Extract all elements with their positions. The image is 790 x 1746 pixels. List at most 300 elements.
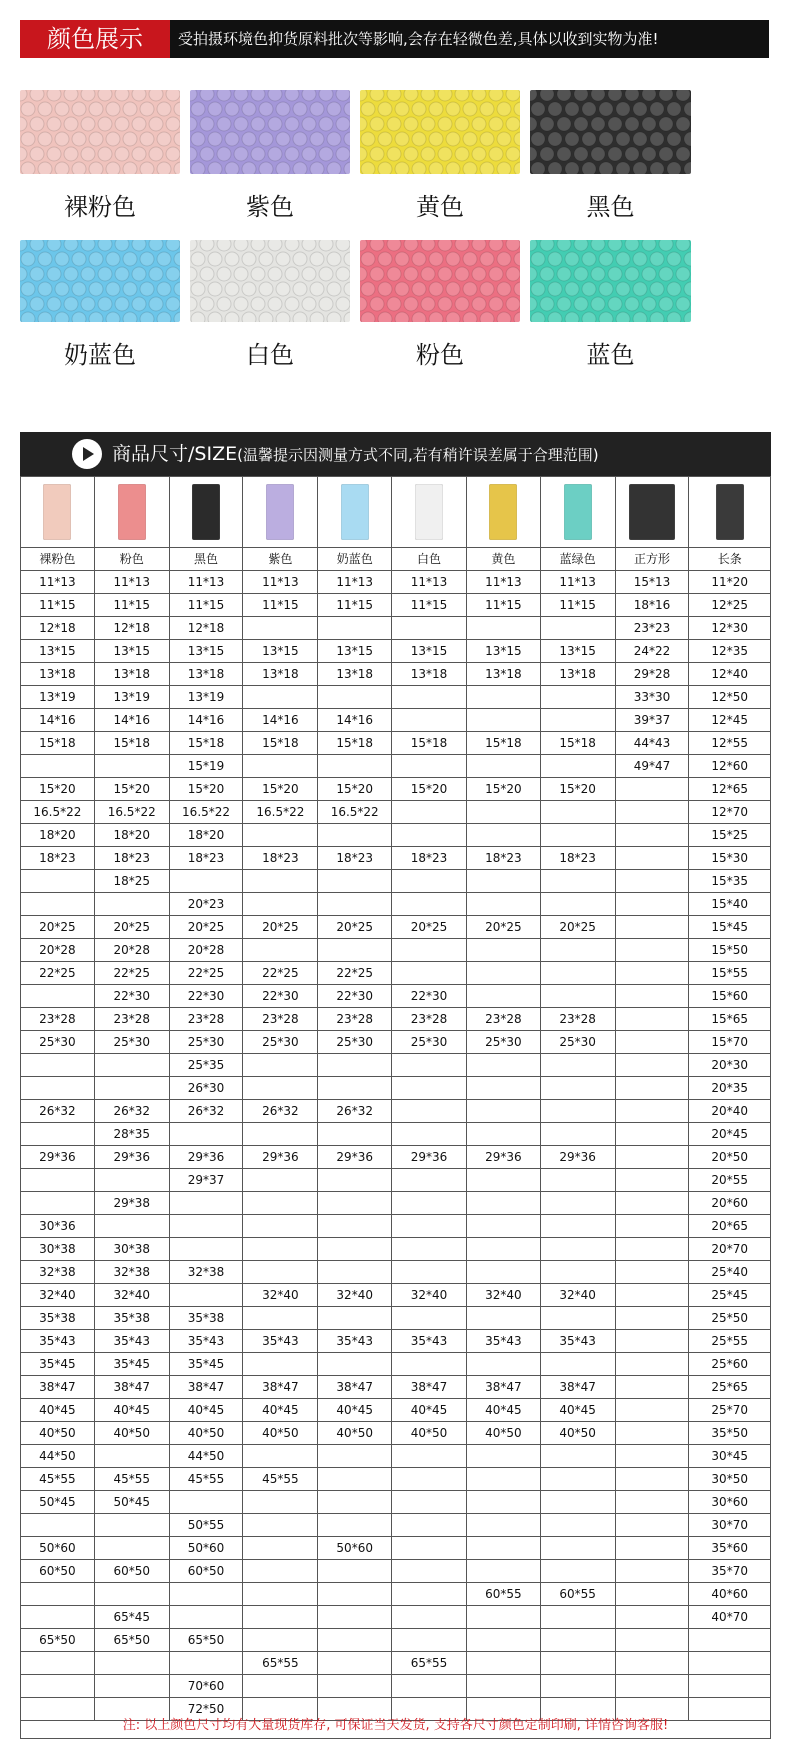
size-row: [21, 1284, 771, 1307]
size-cell: 25*40: [689, 1261, 771, 1284]
size-row: [21, 1583, 771, 1606]
size-cell: [466, 1353, 540, 1376]
size-cell: 65*55: [243, 1652, 318, 1675]
size-cell: 18*20: [94, 824, 169, 847]
size-cell: [318, 1468, 392, 1491]
size-cell: 11*15: [94, 594, 169, 617]
size-cell: 30*70: [689, 1514, 771, 1537]
size-cell: 12*65: [689, 778, 771, 801]
size-cell: [318, 686, 392, 709]
size-cell: 13*15: [21, 640, 95, 663]
size-cell: 35*45: [94, 1353, 169, 1376]
size-cell: [540, 1468, 615, 1491]
size-row: [21, 755, 771, 778]
color-swatch: [20, 240, 180, 322]
size-cell: 23*28: [21, 1008, 95, 1031]
size-cell: [21, 1054, 95, 1077]
size-row: [21, 1468, 771, 1491]
size-cell: 15*18: [392, 732, 467, 755]
size-row: [21, 1307, 771, 1330]
size-row: [21, 962, 771, 985]
mailer-bag-thumbnail: [266, 484, 294, 540]
size-cell: [540, 686, 615, 709]
size-cell: [540, 1123, 615, 1146]
size-cell: 65*55: [392, 1652, 467, 1675]
size-cell: 23*28: [392, 1008, 467, 1031]
color-swatch: [530, 240, 691, 322]
size-cell: [615, 824, 689, 847]
size-row: [21, 1238, 771, 1261]
size-cell: 72*50: [169, 1698, 243, 1721]
product-thumbnail-cell: [540, 477, 615, 548]
column-header: 奶蓝色: [318, 548, 392, 571]
size-cell: 38*47: [392, 1376, 467, 1399]
column-header: 裸粉色: [21, 548, 95, 571]
size-cell: [466, 962, 540, 985]
size-cell: 22*25: [21, 962, 95, 985]
size-row: [21, 1077, 771, 1100]
size-cell: 15*18: [94, 732, 169, 755]
product-thumbnail-cell: [169, 477, 243, 548]
size-table-header: [20, 432, 771, 476]
size-cell: 15*60: [689, 985, 771, 1008]
size-cell: 35*43: [318, 1330, 392, 1353]
size-cell: 13*15: [540, 640, 615, 663]
size-cell: [21, 1077, 95, 1100]
size-row: [21, 1652, 771, 1675]
size-cell: [243, 1169, 318, 1192]
size-cell: [318, 1307, 392, 1330]
size-cell: [615, 1422, 689, 1445]
size-cell: 35*43: [94, 1330, 169, 1353]
size-cell: 44*50: [169, 1445, 243, 1468]
size-cell: 25*60: [689, 1353, 771, 1376]
size-row: [21, 1445, 771, 1468]
color-swatch-label: 裸粉色: [64, 193, 136, 221]
size-cell: 49*47: [615, 755, 689, 778]
size-cell: [615, 1376, 689, 1399]
size-cell: 29*28: [615, 663, 689, 686]
size-cell: 15*18: [466, 732, 540, 755]
size-cell: 70*60: [169, 1675, 243, 1698]
size-cell: 40*50: [21, 1422, 95, 1445]
size-cell: [243, 1353, 318, 1376]
size-cell: 29*36: [243, 1146, 318, 1169]
size-cell: 18*16: [615, 594, 689, 617]
size-cell: 22*30: [94, 985, 169, 1008]
size-cell: [94, 1077, 169, 1100]
size-cell: [540, 985, 615, 1008]
size-cell: [466, 755, 540, 778]
size-row: [21, 1261, 771, 1284]
size-cell: 20*40: [689, 1100, 771, 1123]
column-header: 蓝绿色: [540, 548, 615, 571]
color-difference-notice: 受拍摄环境色抑货原料批次等影响,会存在轻微色差,具体以收到实物为准!: [170, 20, 769, 58]
size-cell: 35*60: [689, 1537, 771, 1560]
size-cell: 20*25: [169, 916, 243, 939]
size-cell: [615, 893, 689, 916]
size-cell: [318, 1261, 392, 1284]
size-cell: 22*30: [318, 985, 392, 1008]
size-cell: 11*20: [689, 571, 771, 594]
size-cell: 38*47: [318, 1376, 392, 1399]
size-cell: [21, 1583, 95, 1606]
color-swatch: [530, 90, 691, 174]
size-cell: 25*30: [540, 1031, 615, 1054]
size-cell: 24*22: [615, 640, 689, 663]
size-cell: [21, 1123, 95, 1146]
size-cell: [392, 939, 467, 962]
size-cell: [615, 1675, 689, 1698]
size-cell: [615, 1146, 689, 1169]
size-cell: [318, 1238, 392, 1261]
size-cell: [540, 1606, 615, 1629]
size-cell: 35*50: [689, 1422, 771, 1445]
size-cell: [615, 1238, 689, 1261]
size-cell: [318, 1491, 392, 1514]
size-cell: 12*35: [689, 640, 771, 663]
size-cell: 35*45: [21, 1353, 95, 1376]
size-cell: 15*20: [94, 778, 169, 801]
size-cell: 65*50: [169, 1629, 243, 1652]
size-cell: [243, 1560, 318, 1583]
size-cell: 15*13: [615, 571, 689, 594]
size-row: [21, 1192, 771, 1215]
size-cell: 65*50: [94, 1629, 169, 1652]
size-cell: [94, 1514, 169, 1537]
size-cell: [689, 1652, 771, 1675]
size-cell: 50*60: [318, 1537, 392, 1560]
size-cell: 35*38: [21, 1307, 95, 1330]
mailer-bag-thumbnail: [43, 484, 71, 540]
size-cell: 15*20: [169, 778, 243, 801]
size-cell: [243, 1514, 318, 1537]
size-cell: 23*28: [466, 1008, 540, 1031]
size-cell: 60*50: [21, 1560, 95, 1583]
size-row: [21, 1491, 771, 1514]
size-cell: 20*28: [169, 939, 243, 962]
size-cell: 20*25: [540, 916, 615, 939]
size-cell: 15*25: [689, 824, 771, 847]
size-cell: 13*15: [392, 640, 467, 663]
column-header: 粉色: [94, 548, 169, 571]
size-cell: [615, 801, 689, 824]
size-cell: 13*19: [21, 686, 95, 709]
size-cell: [615, 1100, 689, 1123]
size-cell: 14*16: [169, 709, 243, 732]
size-cell: 11*15: [318, 594, 392, 617]
size-cell: 11*15: [21, 594, 95, 617]
size-cell: 13*18: [540, 663, 615, 686]
size-cell: [243, 1537, 318, 1560]
size-cell: 11*15: [466, 594, 540, 617]
size-cell: 20*70: [689, 1238, 771, 1261]
size-cell: 11*13: [169, 571, 243, 594]
size-cell: [243, 1238, 318, 1261]
size-cell: 35*43: [243, 1330, 318, 1353]
size-cell: [466, 1629, 540, 1652]
size-cell: 26*32: [243, 1100, 318, 1123]
size-cell: 29*36: [169, 1146, 243, 1169]
size-cell: 11*13: [94, 571, 169, 594]
size-cell: 30*36: [21, 1215, 95, 1238]
size-cell: 60*55: [466, 1583, 540, 1606]
size-cell: 20*30: [689, 1054, 771, 1077]
size-cell: 32*38: [169, 1261, 243, 1284]
size-cell: [466, 1123, 540, 1146]
color-swatch-label: 紫色: [246, 193, 294, 221]
size-cell: [318, 1192, 392, 1215]
size-cell: 45*55: [243, 1468, 318, 1491]
size-cell: [243, 1192, 318, 1215]
size-cell: 32*40: [466, 1284, 540, 1307]
size-cell: [466, 1537, 540, 1560]
size-cell: [243, 1123, 318, 1146]
size-cell: [615, 985, 689, 1008]
size-cell: [392, 709, 467, 732]
size-cell: [615, 1468, 689, 1491]
size-cell: 15*70: [689, 1031, 771, 1054]
mailer-bag-thumbnail: [118, 484, 146, 540]
size-cell: 18*23: [169, 847, 243, 870]
size-cell: [540, 1652, 615, 1675]
size-cell: [243, 870, 318, 893]
size-cell: [615, 1560, 689, 1583]
size-table-title: [112, 432, 599, 477]
size-cell: [466, 1192, 540, 1215]
size-cell: 13*15: [243, 640, 318, 663]
size-cell: [318, 1054, 392, 1077]
size-cell: [540, 1238, 615, 1261]
size-row: [21, 1376, 771, 1399]
size-cell: 15*20: [21, 778, 95, 801]
size-cell: 15*19: [169, 755, 243, 778]
size-cell: [21, 755, 95, 778]
size-row: [21, 1560, 771, 1583]
size-cell: [392, 1238, 467, 1261]
size-cell: [540, 1537, 615, 1560]
size-cell: 13*15: [94, 640, 169, 663]
mailer-bag-thumbnail: [192, 484, 220, 540]
size-cell: [466, 1560, 540, 1583]
size-row: [21, 1675, 771, 1698]
size-cell: [466, 686, 540, 709]
size-cell: 13*18: [392, 663, 467, 686]
size-cell: 22*25: [318, 962, 392, 985]
size-cell: [243, 939, 318, 962]
column-header: 正方形: [615, 548, 689, 571]
size-cell: 35*45: [169, 1353, 243, 1376]
product-thumbnail-cell: [689, 477, 771, 548]
size-cell: 25*30: [466, 1031, 540, 1054]
size-cell: 15*20: [540, 778, 615, 801]
size-cell: [615, 939, 689, 962]
size-cell: 11*15: [169, 594, 243, 617]
size-cell: [466, 1261, 540, 1284]
size-cell: [169, 1215, 243, 1238]
size-cell: [21, 1514, 95, 1537]
size-cell: [169, 1652, 243, 1675]
size-row: [21, 824, 771, 847]
size-cell: [466, 1215, 540, 1238]
size-title-text: 商品尺寸/SIZE: [112, 443, 238, 465]
size-cell: [540, 939, 615, 962]
size-cell: 23*28: [169, 1008, 243, 1031]
product-thumbnail-cell: [466, 477, 540, 548]
size-cell: 38*47: [540, 1376, 615, 1399]
size-cell: [615, 1353, 689, 1376]
product-thumbnail-row: [21, 477, 771, 548]
size-cell: 23*23: [615, 617, 689, 640]
size-cell: [540, 1261, 615, 1284]
size-cell: 12*18: [21, 617, 95, 640]
size-row: [21, 1008, 771, 1031]
color-swatch: [190, 90, 350, 174]
size-cell: 11*15: [243, 594, 318, 617]
size-cell: [318, 1445, 392, 1468]
size-cell: 12*70: [689, 801, 771, 824]
size-cell: [169, 1491, 243, 1514]
product-thumbnail-cell: [615, 477, 689, 548]
size-cell: [243, 1606, 318, 1629]
size-cell: 23*28: [243, 1008, 318, 1031]
size-cell: 13*19: [94, 686, 169, 709]
size-cell: 15*20: [318, 778, 392, 801]
size-cell: 20*23: [169, 893, 243, 916]
size-cell: 50*45: [94, 1491, 169, 1514]
size-row: [21, 571, 771, 594]
color-swatch-label: 粉色: [416, 341, 464, 369]
size-cell: 50*60: [21, 1537, 95, 1560]
size-row: [21, 870, 771, 893]
size-row: [21, 916, 771, 939]
size-cell: [540, 1054, 615, 1077]
size-cell: [243, 1261, 318, 1284]
size-cell: 15*20: [466, 778, 540, 801]
size-row: [21, 686, 771, 709]
size-cell: 40*60: [689, 1583, 771, 1606]
size-cell: 18*23: [392, 847, 467, 870]
size-cell: 18*20: [21, 824, 95, 847]
size-cell: 13*15: [169, 640, 243, 663]
size-row: [21, 1100, 771, 1123]
size-cell: [21, 1652, 95, 1675]
color-swatch-label: 白色: [246, 341, 294, 369]
size-cell: [540, 870, 615, 893]
stock-footnote: 注: 以上颜色尺寸均有大量现货库存, 可保证当天发货, 支持各尺寸颜色定制印刷, 详情咨询客服!: [20, 1715, 771, 1739]
size-cell: [392, 1675, 467, 1698]
size-cell: [466, 1077, 540, 1100]
size-cell: [392, 893, 467, 916]
size-cell: 15*18: [21, 732, 95, 755]
size-cell: [392, 1192, 467, 1215]
size-cell: [318, 617, 392, 640]
size-cell: 12*30: [689, 617, 771, 640]
size-cell: 20*45: [689, 1123, 771, 1146]
size-cell: 11*13: [392, 571, 467, 594]
size-row: [21, 732, 771, 755]
size-cell: [243, 893, 318, 916]
size-cell: [540, 1100, 615, 1123]
size-cell: [615, 1077, 689, 1100]
size-cell: 11*13: [21, 571, 95, 594]
product-thumbnail-cell: [21, 477, 95, 548]
size-cell: 22*30: [169, 985, 243, 1008]
size-cell: 35*38: [94, 1307, 169, 1330]
size-cell: [615, 1169, 689, 1192]
size-cell: 23*28: [94, 1008, 169, 1031]
size-cell: [689, 1629, 771, 1652]
size-cell: 26*32: [94, 1100, 169, 1123]
size-cell: 45*55: [169, 1468, 243, 1491]
size-cell: [169, 1238, 243, 1261]
size-cell: [466, 985, 540, 1008]
size-cell: 25*55: [689, 1330, 771, 1353]
size-cell: [318, 893, 392, 916]
size-cell: 13*18: [466, 663, 540, 686]
size-cell: [392, 1261, 467, 1284]
size-cell: [540, 1560, 615, 1583]
size-cell: [243, 1629, 318, 1652]
size-cell: 29*36: [466, 1146, 540, 1169]
size-cell: 25*70: [689, 1399, 771, 1422]
size-cell: [466, 1652, 540, 1675]
size-cell: 26*30: [169, 1077, 243, 1100]
size-cell: [243, 824, 318, 847]
size-cell: [540, 709, 615, 732]
size-cell: 25*30: [94, 1031, 169, 1054]
column-header: 长条: [689, 548, 771, 571]
size-cell: [615, 870, 689, 893]
size-cell: 26*32: [318, 1100, 392, 1123]
color-swatch-label: 蓝色: [586, 341, 635, 369]
size-cell: 35*43: [466, 1330, 540, 1353]
size-cell: 29*36: [21, 1146, 95, 1169]
size-cell: [615, 1261, 689, 1284]
size-cell: 25*30: [169, 1031, 243, 1054]
size-cell: [466, 617, 540, 640]
size-cell: 20*28: [21, 939, 95, 962]
size-row: [21, 1629, 771, 1652]
size-row: [21, 1537, 771, 1560]
size-cell: 13*15: [318, 640, 392, 663]
size-cell: 20*55: [689, 1169, 771, 1192]
size-cell: 25*30: [318, 1031, 392, 1054]
size-cell: 15*65: [689, 1008, 771, 1031]
size-cell: 38*47: [94, 1376, 169, 1399]
size-cell: 38*47: [169, 1376, 243, 1399]
product-thumbnail-cell: [318, 477, 392, 548]
size-row: [21, 1606, 771, 1629]
size-cell: 15*55: [689, 962, 771, 985]
size-cell: [169, 1284, 243, 1307]
product-thumbnail-cell: [243, 477, 318, 548]
size-cell: 29*36: [392, 1146, 467, 1169]
size-row: [21, 778, 771, 801]
size-cell: [94, 1652, 169, 1675]
size-row: [21, 709, 771, 732]
size-cell: 13*18: [94, 663, 169, 686]
size-cell: [540, 1514, 615, 1537]
size-cell: 20*25: [21, 916, 95, 939]
size-cell: 40*70: [689, 1606, 771, 1629]
size-cell: [169, 870, 243, 893]
size-cell: 13*19: [169, 686, 243, 709]
size-cell: 45*55: [94, 1468, 169, 1491]
size-cell: 25*30: [21, 1031, 95, 1054]
size-row: [21, 847, 771, 870]
size-cell: [318, 1583, 392, 1606]
